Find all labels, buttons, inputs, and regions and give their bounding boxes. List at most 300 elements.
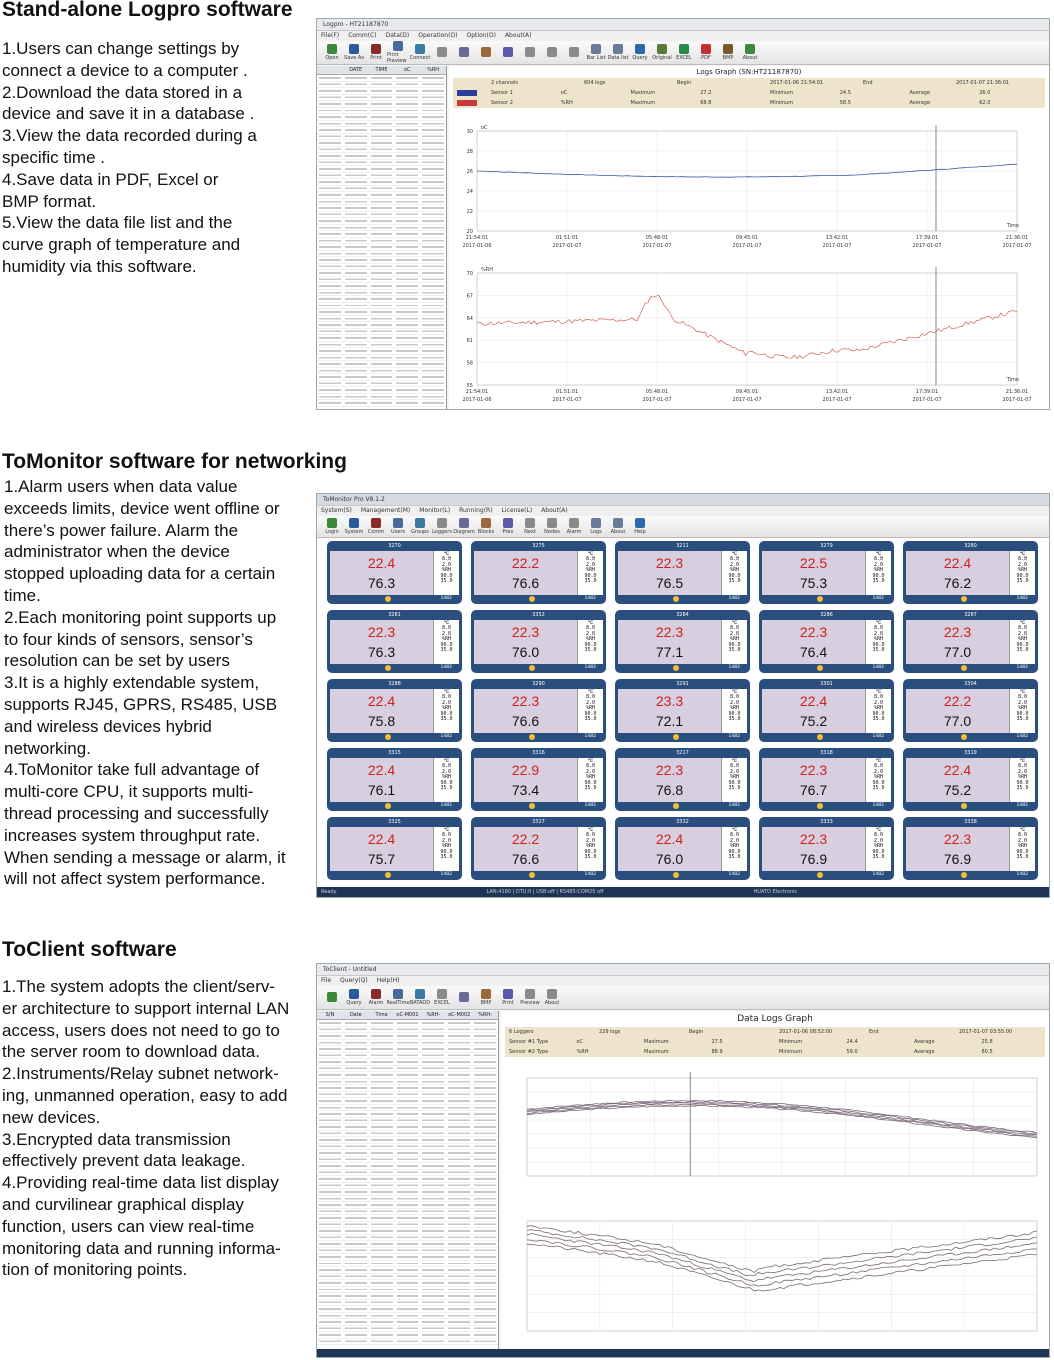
- status-light-icon: [817, 803, 823, 809]
- menu-item[interactable]: Monitor(L): [419, 507, 451, 514]
- table-cell: [319, 121, 341, 127]
- toolbar-button[interactable]: [475, 47, 497, 58]
- status-light-icon: [961, 872, 967, 878]
- status-light-icon: [673, 734, 679, 740]
- table-cell: [422, 361, 444, 367]
- monitor-tile[interactable]: [327, 748, 462, 811]
- table-cell: [448, 1027, 470, 1033]
- text-line: 1.The system adopts the client/serv-: [2, 977, 276, 996]
- table-cell: [371, 257, 393, 263]
- toolbar-button[interactable]: [321, 44, 343, 61]
- tile-id: 3332: [676, 819, 689, 825]
- legend-cell: 88.9: [711, 1049, 723, 1055]
- table-cell: [371, 1326, 393, 1332]
- menu-item[interactable]: Data(D): [385, 32, 410, 39]
- grid-header-cell[interactable]: [317, 66, 343, 74]
- grid-header-cell[interactable]: %RH-: [426, 1012, 441, 1018]
- table-row[interactable]: [317, 400, 446, 407]
- toolbar-button[interactable]: [365, 518, 387, 535]
- table-cell: [371, 95, 393, 101]
- table-cell: [371, 1137, 393, 1143]
- table-cell: [422, 251, 444, 257]
- legend-cell: Sensor 2: [491, 100, 513, 106]
- toolbar-button[interactable]: [453, 518, 475, 535]
- table-cell: [397, 1066, 419, 1072]
- table-cell: [474, 1020, 496, 1026]
- tile-limit: ℃: [1019, 689, 1026, 695]
- table-cell: [345, 127, 367, 133]
- tile-humidity: 75.2: [799, 713, 828, 729]
- toclient-screenshot: [316, 963, 1050, 1358]
- tile-limit: 35.0: [440, 647, 453, 654]
- tile-limit: 35.0: [872, 647, 885, 654]
- tile-limit: 90.0: [440, 572, 453, 579]
- menu-item[interactable]: Management(M): [360, 507, 411, 514]
- text-line: 4.Save data in PDF, Excel or: [2, 169, 219, 189]
- monitor-tile[interactable]: [615, 679, 750, 742]
- tile-limit: 35.0: [728, 578, 741, 585]
- toolbar-label: BMP: [480, 1000, 492, 1006]
- grid-header-cell[interactable]: oC-M002: [448, 1012, 471, 1018]
- toolbar-label: Groups: [411, 529, 429, 535]
- menu-item[interactable]: License(L): [501, 507, 533, 514]
- toolbar-button[interactable]: [431, 518, 453, 535]
- toolbar-button[interactable]: [519, 47, 541, 58]
- table-cell: [371, 166, 393, 172]
- toolbar-button[interactable]: [541, 47, 563, 58]
- tile-values: [906, 758, 1009, 802]
- monitor-tile[interactable]: [327, 679, 462, 742]
- toolbar-icon: [503, 518, 513, 528]
- tile-limits: [577, 689, 603, 733]
- tile-limit: 35.0: [728, 785, 741, 792]
- tile-temperature: 22.3: [943, 831, 972, 847]
- table-cell: [319, 264, 341, 270]
- tile-id: 3288: [388, 681, 401, 687]
- status-light-icon: [817, 872, 823, 878]
- legend-cell: Minimum: [770, 100, 794, 106]
- legend-row: [453, 98, 1045, 108]
- menu-item[interactable]: System(S): [321, 507, 352, 514]
- table-cell: [422, 147, 444, 153]
- tile-limit: 35.0: [440, 785, 453, 792]
- tile-limit: 2.0: [729, 837, 740, 844]
- monitor-tile[interactable]: [903, 817, 1038, 880]
- table-cell: [397, 1137, 419, 1143]
- grid-header-cell[interactable]: TIME: [375, 67, 388, 73]
- tile-count: 1482: [1016, 665, 1028, 670]
- toolbar-button[interactable]: [409, 518, 431, 535]
- toolbar-label: EXCEL: [434, 1000, 450, 1006]
- toolbar-icon: [371, 989, 381, 999]
- table-cell: [319, 270, 341, 276]
- monitor-tile[interactable]: [471, 679, 606, 742]
- toolbar-button[interactable]: [387, 41, 409, 64]
- toolbar-button[interactable]: [431, 989, 453, 1006]
- table-cell: [422, 1254, 444, 1260]
- tile-limit: 35.0: [1016, 785, 1029, 792]
- grid-header-cell[interactable]: DATE: [349, 67, 363, 73]
- toolbar-button[interactable]: [519, 989, 541, 1006]
- table-cell: [345, 231, 367, 237]
- table-cell: [371, 1046, 393, 1052]
- table-cell: [371, 1157, 393, 1163]
- toolbar-label: Help: [634, 529, 646, 535]
- table-cell: [474, 1144, 496, 1150]
- monitor-tile[interactable]: [759, 748, 894, 811]
- toolbar-button[interactable]: [519, 518, 541, 535]
- menu-item[interactable]: Running(R): [459, 507, 493, 514]
- menu-item[interactable]: About(A): [541, 507, 568, 514]
- menu-item[interactable]: File: [321, 977, 332, 984]
- monitor-tile[interactable]: [471, 748, 606, 811]
- table-cell: [422, 1027, 444, 1033]
- table-cell: [371, 1098, 393, 1104]
- toolbar-icon: [327, 992, 337, 1002]
- table-cell: [345, 95, 367, 101]
- monitor-tile[interactable]: [471, 817, 606, 880]
- monitor-tile[interactable]: [903, 679, 1038, 742]
- toolbar-button[interactable]: [629, 44, 651, 61]
- monitor-tile[interactable]: [615, 817, 750, 880]
- table-cell: [396, 179, 418, 185]
- tile-limit: 90.0: [872, 641, 885, 648]
- table-cell: [319, 277, 341, 283]
- table-cell: [371, 316, 393, 322]
- table-cell: [474, 1261, 496, 1267]
- monitor-tile[interactable]: [903, 541, 1038, 604]
- toolbar-button[interactable]: [343, 44, 365, 61]
- table-cell: [396, 127, 418, 133]
- axis-label: 2017-01-07: [732, 397, 762, 403]
- table-cell: [448, 1254, 470, 1260]
- menu-item[interactable]: Operation(O): [418, 32, 458, 39]
- table-cell: [345, 374, 367, 380]
- table-cell: [397, 1196, 419, 1202]
- table-cell: [422, 1267, 444, 1273]
- legend-cell: End: [863, 80, 873, 86]
- toolbar-button[interactable]: [453, 47, 475, 58]
- legend-cell: Average: [914, 1049, 935, 1055]
- table-cell: [397, 1176, 419, 1182]
- table-cell: [448, 1326, 470, 1332]
- table-cell: [345, 309, 367, 315]
- toolbar-icon: [569, 518, 579, 528]
- tile-limit: ℃: [731, 689, 738, 695]
- toolbar-button[interactable]: [541, 518, 563, 535]
- monitor-tile[interactable]: [471, 541, 606, 604]
- monitor-tile[interactable]: [327, 541, 462, 604]
- toolbar-icon: [393, 989, 403, 999]
- table-cell: [397, 1332, 419, 1338]
- tile-limits: [433, 758, 459, 802]
- toolbar-button[interactable]: [387, 989, 409, 1006]
- tile-values: [330, 551, 433, 595]
- toolbar-button[interactable]: [321, 518, 343, 535]
- toolbar-button[interactable]: [673, 44, 695, 61]
- tile-limit: ℃: [875, 758, 882, 764]
- section-title-toclient: ToClient software: [2, 938, 177, 961]
- toolbar-label: Connect: [409, 55, 431, 61]
- tile-footer: [615, 664, 750, 672]
- tile-limit: %RH: [729, 705, 740, 712]
- logpro-window-title: Logpro - HT21187870: [317, 19, 1049, 31]
- toolbar-button[interactable]: [563, 518, 585, 535]
- toolbar-button[interactable]: [607, 44, 629, 61]
- table-cell: [448, 1053, 470, 1059]
- toolbar-button[interactable]: [541, 989, 563, 1006]
- table-cell: [396, 316, 418, 322]
- table-cell: [345, 316, 367, 322]
- table-cell: [422, 166, 444, 172]
- menu-item[interactable]: Query(Q): [340, 977, 368, 984]
- toolbar-button[interactable]: [739, 44, 761, 61]
- table-cell: [474, 1124, 496, 1130]
- table-cell: [448, 1228, 470, 1234]
- tile-limit: ℃: [875, 620, 882, 626]
- axis-label: 61: [466, 338, 473, 345]
- table-cell: [371, 205, 393, 211]
- table-cell: [422, 114, 444, 120]
- monitor-tile[interactable]: [759, 610, 894, 673]
- grid-header-cell[interactable]: oC-M001: [396, 1012, 419, 1018]
- table-cell: [396, 95, 418, 101]
- monitor-tile[interactable]: [327, 610, 462, 673]
- table-cell: [422, 212, 444, 218]
- tile-count: 1482: [440, 872, 452, 877]
- table-cell: [319, 1332, 341, 1338]
- text-line: resolution can be set by users: [4, 651, 230, 671]
- status-light-icon: [385, 872, 391, 878]
- tile-id: 3304: [964, 681, 977, 687]
- table-cell: [396, 212, 418, 218]
- toolbar-button[interactable]: [475, 989, 497, 1006]
- table-cell: [319, 1111, 341, 1117]
- monitor-tile[interactable]: [615, 610, 750, 673]
- text-line: 4.Providing real-time data list display: [2, 1173, 279, 1193]
- tile-limit: 90.0: [440, 710, 453, 717]
- toolbar-button[interactable]: [629, 518, 651, 535]
- table-cell: [345, 277, 367, 283]
- text-line: 1.Users can change settings by: [2, 39, 240, 58]
- monitor-tile[interactable]: [903, 610, 1038, 673]
- tile-temperature: 22.2: [511, 555, 540, 571]
- table-cell: [474, 1196, 496, 1202]
- toolbar-button[interactable]: [695, 44, 717, 61]
- toolbar-icon: [701, 44, 711, 54]
- monitor-tile[interactable]: [903, 748, 1038, 811]
- toolbar-button[interactable]: [321, 992, 343, 1003]
- table-cell: [371, 348, 393, 354]
- grid-header-cell[interactable]: S/N: [325, 1012, 335, 1018]
- toolbar-button[interactable]: [497, 518, 519, 535]
- table-cell: [319, 1274, 341, 1280]
- toolbar-button[interactable]: [343, 989, 365, 1006]
- tile-limit: 90.0: [872, 779, 885, 786]
- toolbar-button[interactable]: [365, 44, 387, 61]
- logpro-data-grid[interactable]: [317, 66, 447, 410]
- tile-limit: 8.0: [441, 832, 452, 839]
- tile-limit: 8.0: [729, 694, 740, 701]
- table-cell: [422, 1098, 444, 1104]
- text-line: 5.View the data file list and the: [2, 213, 233, 233]
- table-cell: [319, 1124, 341, 1130]
- toclient-data-grid[interactable]: [317, 1011, 499, 1351]
- toolbar-button[interactable]: [585, 518, 607, 535]
- tile-limit: ℃: [731, 551, 738, 557]
- table-cell: [319, 329, 341, 335]
- table-cell: [422, 1248, 444, 1254]
- table-cell: [319, 1300, 341, 1306]
- toolbar-button[interactable]: [607, 518, 629, 535]
- axis-label: 58: [466, 360, 473, 367]
- toolbar-button[interactable]: [497, 989, 519, 1006]
- axis-label: 2017-01-07: [642, 243, 672, 249]
- table-cell: [371, 238, 393, 244]
- table-cell: [422, 1157, 444, 1163]
- tile-body: [474, 758, 603, 802]
- toolbar-button[interactable]: [651, 44, 673, 61]
- tile-temperature: 22.3: [799, 762, 828, 778]
- menu-item[interactable]: Help(H): [376, 977, 400, 984]
- menu-item[interactable]: Comm(C): [348, 32, 377, 39]
- axis-label: 26: [466, 169, 473, 175]
- tile-values: [762, 689, 865, 733]
- table-cell: [345, 140, 367, 146]
- axis-label: 13:42:01: [825, 389, 849, 395]
- table-cell: [448, 1339, 470, 1345]
- grid-header-cell[interactable]: Time: [375, 1012, 388, 1018]
- grid-header-cell[interactable]: %RH: [427, 67, 440, 73]
- table-cell: [371, 296, 393, 302]
- toolbar-button[interactable]: [453, 992, 475, 1003]
- menu-item[interactable]: About(A): [504, 32, 532, 39]
- toolbar-button[interactable]: [387, 518, 409, 535]
- tile-limit: 2.0: [585, 630, 596, 637]
- tile-id: 3270: [388, 543, 401, 549]
- table-cell: [319, 1241, 341, 1247]
- tile-limit: 90.0: [440, 779, 453, 786]
- tile-limit: 2.0: [585, 768, 596, 775]
- monitor-tile[interactable]: [759, 541, 894, 604]
- tile-footer: [903, 871, 1038, 879]
- toolbar-button[interactable]: [717, 44, 739, 61]
- tile-limit: ℃: [875, 689, 882, 695]
- tile-limit: 8.0: [873, 763, 884, 770]
- toolbar-button[interactable]: [585, 44, 607, 61]
- table-cell: [448, 1313, 470, 1319]
- grid-header-cell[interactable]: %RH-: [478, 1012, 492, 1018]
- table-cell: [396, 238, 418, 244]
- tile-count: 1482: [584, 734, 596, 739]
- table-cell: [448, 1150, 470, 1156]
- legend-cell: End: [869, 1029, 879, 1035]
- tomonitor-screenshot: [316, 493, 1050, 898]
- status-light-icon: [385, 734, 391, 740]
- tile-footer: [759, 664, 894, 672]
- table-cell: [422, 387, 444, 393]
- table-cell: [319, 1157, 341, 1163]
- tile-humidity: 76.0: [511, 644, 540, 660]
- grid-header-cell[interactable]: oC: [404, 67, 411, 73]
- menu-item[interactable]: File(F): [321, 32, 340, 39]
- tile-limit: 35.0: [872, 716, 885, 723]
- table-cell: [397, 1059, 419, 1065]
- text-line: 2.Each monitoring point supports up: [4, 607, 277, 627]
- table-row[interactable]: [317, 1339, 498, 1346]
- status-light-icon: [673, 665, 679, 671]
- axis-label: oC: [481, 125, 488, 131]
- tile-limit: 8.0: [585, 763, 596, 770]
- table-cell: [345, 1150, 367, 1156]
- table-cell: [319, 1254, 341, 1260]
- toolbar-button[interactable]: [497, 47, 519, 58]
- table-cell: [345, 1183, 367, 1189]
- monitor-tile[interactable]: [759, 679, 894, 742]
- table-cell: [319, 134, 341, 140]
- table-cell: [396, 199, 418, 205]
- table-cell: [396, 277, 418, 283]
- table-cell: [345, 1137, 367, 1143]
- table-cell: [371, 1183, 393, 1189]
- toolbar-button[interactable]: [343, 518, 365, 535]
- table-cell: [396, 108, 418, 114]
- table-cell: [448, 1040, 470, 1046]
- tile-limit: ℃: [443, 689, 450, 695]
- table-cell: [448, 1222, 470, 1228]
- monitor-tile[interactable]: [615, 541, 750, 604]
- table-cell: [396, 361, 418, 367]
- toclient-graph-title: Data Logs Graph: [737, 1014, 813, 1024]
- table-cell: [422, 368, 444, 374]
- table-cell: [345, 153, 367, 159]
- tile-limit: 8.0: [585, 556, 596, 563]
- tile-body: [330, 758, 459, 802]
- table-cell: [396, 355, 418, 361]
- toolbar-button[interactable]: [365, 989, 387, 1006]
- table-cell: [474, 1189, 496, 1195]
- menu-item[interactable]: Option(O): [466, 32, 496, 39]
- toolbar-icon: [657, 44, 667, 54]
- table-cell: [448, 1306, 470, 1312]
- toolbar-button[interactable]: [409, 44, 431, 61]
- tile-id: 3211: [676, 543, 689, 549]
- axis-label: 2017-01-06: [462, 243, 492, 249]
- table-cell: [396, 348, 418, 354]
- toolbar-button[interactable]: [409, 989, 431, 1006]
- tile-limit: 90.0: [872, 572, 885, 579]
- monitor-tile[interactable]: [327, 817, 462, 880]
- monitor-tile[interactable]: [471, 610, 606, 673]
- table-cell: [345, 179, 367, 185]
- grid-header-cell[interactable]: Date: [349, 1012, 362, 1018]
- toolbar-button[interactable]: [563, 47, 585, 58]
- table-cell: [422, 1209, 444, 1215]
- toolbar-icon: [393, 41, 403, 51]
- table-cell: [422, 264, 444, 270]
- monitor-tile[interactable]: [615, 748, 750, 811]
- table-cell: [371, 1254, 393, 1260]
- tile-values: [906, 620, 1009, 664]
- monitor-tile[interactable]: [759, 817, 894, 880]
- table-cell: [319, 205, 341, 211]
- tile-limit: %RH: [585, 705, 596, 712]
- section-title-logpro: Stand-alone Logpro software: [2, 0, 293, 21]
- toolbar-button[interactable]: [431, 47, 453, 58]
- table-cell: [422, 400, 444, 406]
- toolbar-button[interactable]: [475, 518, 497, 535]
- tile-count: 1482: [728, 596, 740, 601]
